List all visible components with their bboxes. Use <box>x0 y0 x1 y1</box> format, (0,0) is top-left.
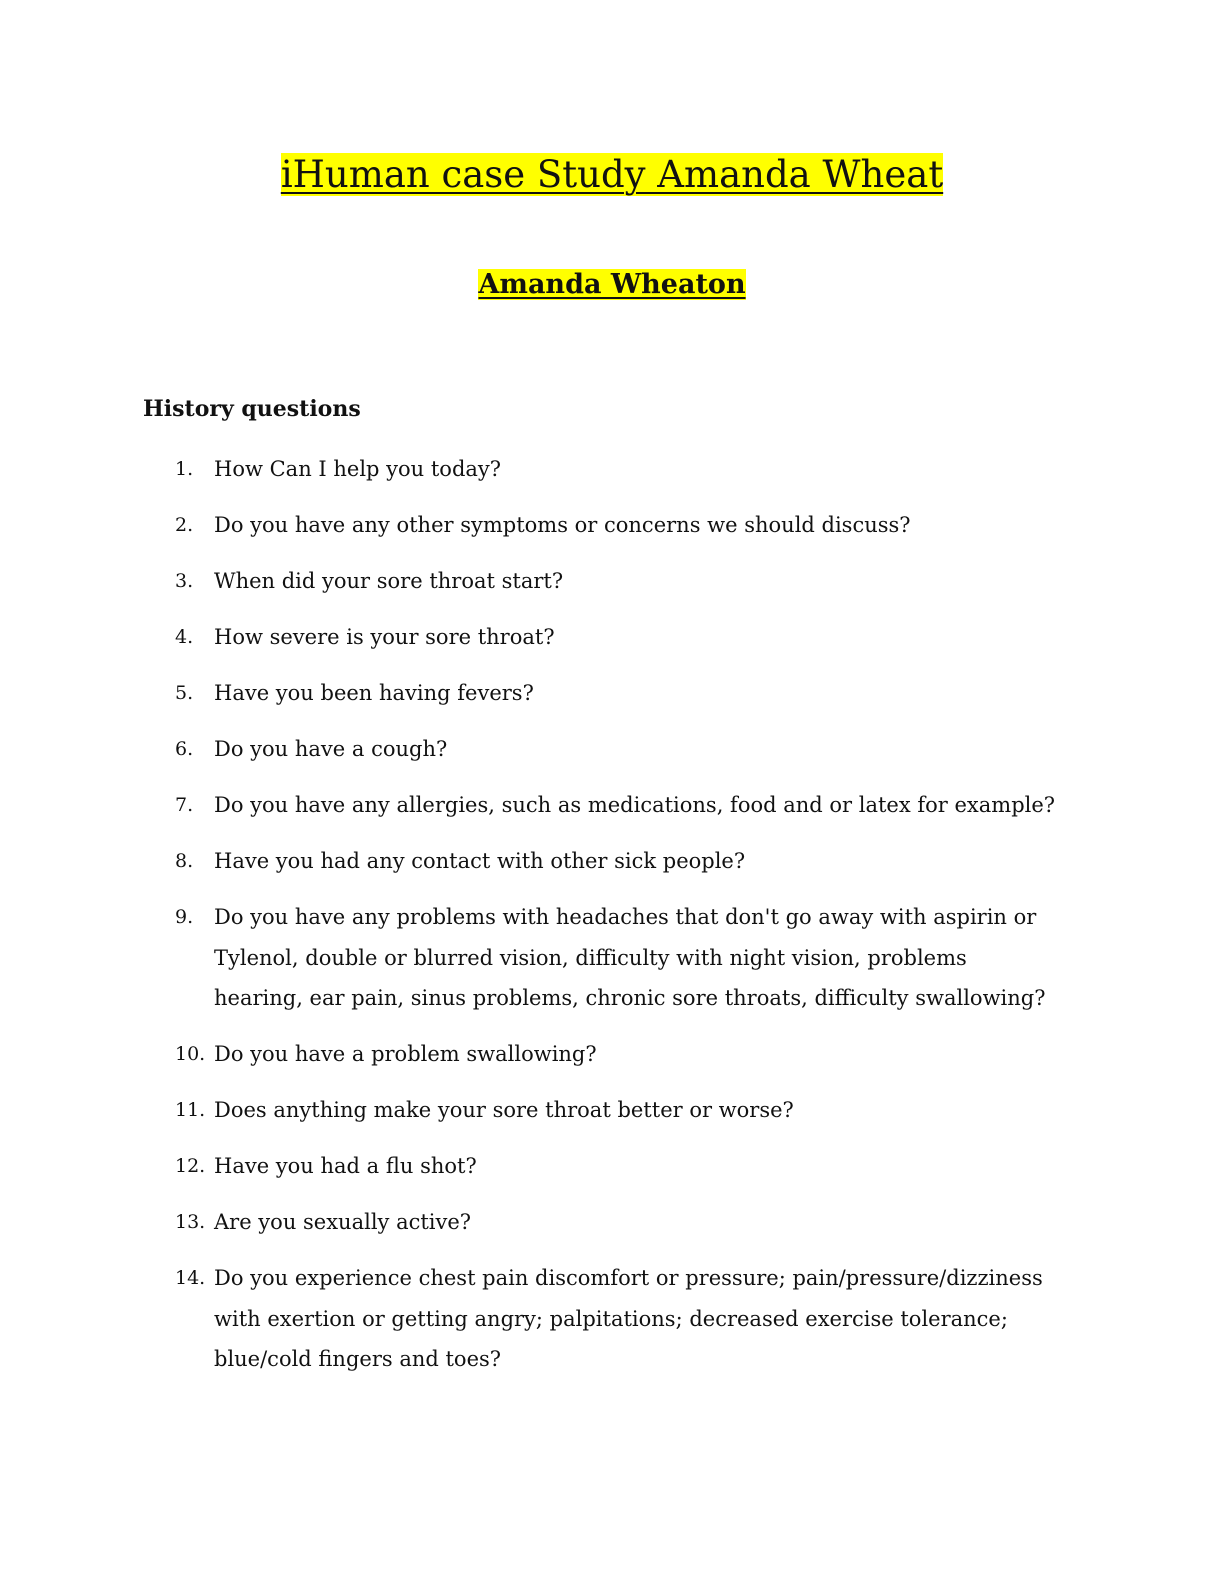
list-item <box>0 561 1059 602</box>
list-item-text: Does anything make your sore throat better or worse? <box>214 1098 794 1122</box>
document-subtitle-text: Amanda Wheaton <box>478 269 746 300</box>
list-item <box>0 785 1059 826</box>
list-item <box>0 505 1059 546</box>
list-item-number: 13. <box>175 1211 206 1233</box>
list-item-text: When did your sore throat start? <box>214 569 564 593</box>
history-questions-list <box>0 449 1224 1395</box>
list-item <box>0 1090 1059 1131</box>
list-item-text: Do you experience chest pain discomfort or pressure; pain/pressure/dizziness with exertion or getting angry; palpitations; decreased exercise tolerance; blue/cold fingers and toes? <box>214 1266 1043 1371</box>
section-heading: History questions <box>143 396 361 422</box>
list-item-text: Have you had a flu shot? <box>214 1154 477 1178</box>
list-item-number: 4. <box>175 626 194 648</box>
list-item <box>0 897 1059 1019</box>
list-item-number: 10. <box>175 1043 206 1065</box>
list-item-text: How Can I help you today? <box>214 457 502 481</box>
list-item-text: Do you have any allergies, such as medications, food and or latex for example? <box>214 793 1056 817</box>
list-item <box>0 1146 1059 1187</box>
list-item-number: 12. <box>175 1155 206 1177</box>
list-item <box>0 449 1059 490</box>
list-item-number: 5. <box>175 682 194 704</box>
list-item-text: Do you have any problems with headaches that don't go away with aspirin or Tylenol, double or blurred vision, difficulty with night vision, problems hearing, ear pain, sinus problems, chronic sore throats, difficulty swallowing? <box>214 905 1046 1010</box>
list-item-text: Have you had any contact with other sick people? <box>214 849 746 873</box>
document-title <box>0 150 1224 200</box>
list-item <box>0 1258 1059 1380</box>
list-item-text: Do you have a problem swallowing? <box>214 1042 597 1066</box>
list-item-number: 7. <box>175 794 194 816</box>
list-item <box>0 673 1059 714</box>
list-item-number: 3. <box>175 570 194 592</box>
list-item-number: 14. <box>175 1267 206 1289</box>
list-item-number: 6. <box>175 738 194 760</box>
list-item-number: 1. <box>175 458 194 480</box>
list-item-text: Have you been having fevers? <box>214 681 534 705</box>
list-item-text: Are you sexually active? <box>214 1210 472 1234</box>
list-item <box>0 729 1059 770</box>
list-item-number: 9. <box>175 906 194 928</box>
document-subtitle <box>0 266 1224 304</box>
list-item <box>0 1034 1059 1075</box>
document-title-text: iHuman case Study Amanda Wheat <box>280 153 944 196</box>
list-item <box>0 841 1059 882</box>
list-item-number: 8. <box>175 850 194 872</box>
list-item-text: Do you have a cough? <box>214 737 448 761</box>
list-item <box>0 1202 1059 1243</box>
list-item-text: How severe is your sore throat? <box>214 625 555 649</box>
list-item-text: Do you have any other symptoms or concerns we should discuss? <box>214 513 911 537</box>
list-item-number: 11. <box>175 1099 206 1121</box>
list-item-number: 2. <box>175 514 194 536</box>
list-item <box>0 617 1059 658</box>
